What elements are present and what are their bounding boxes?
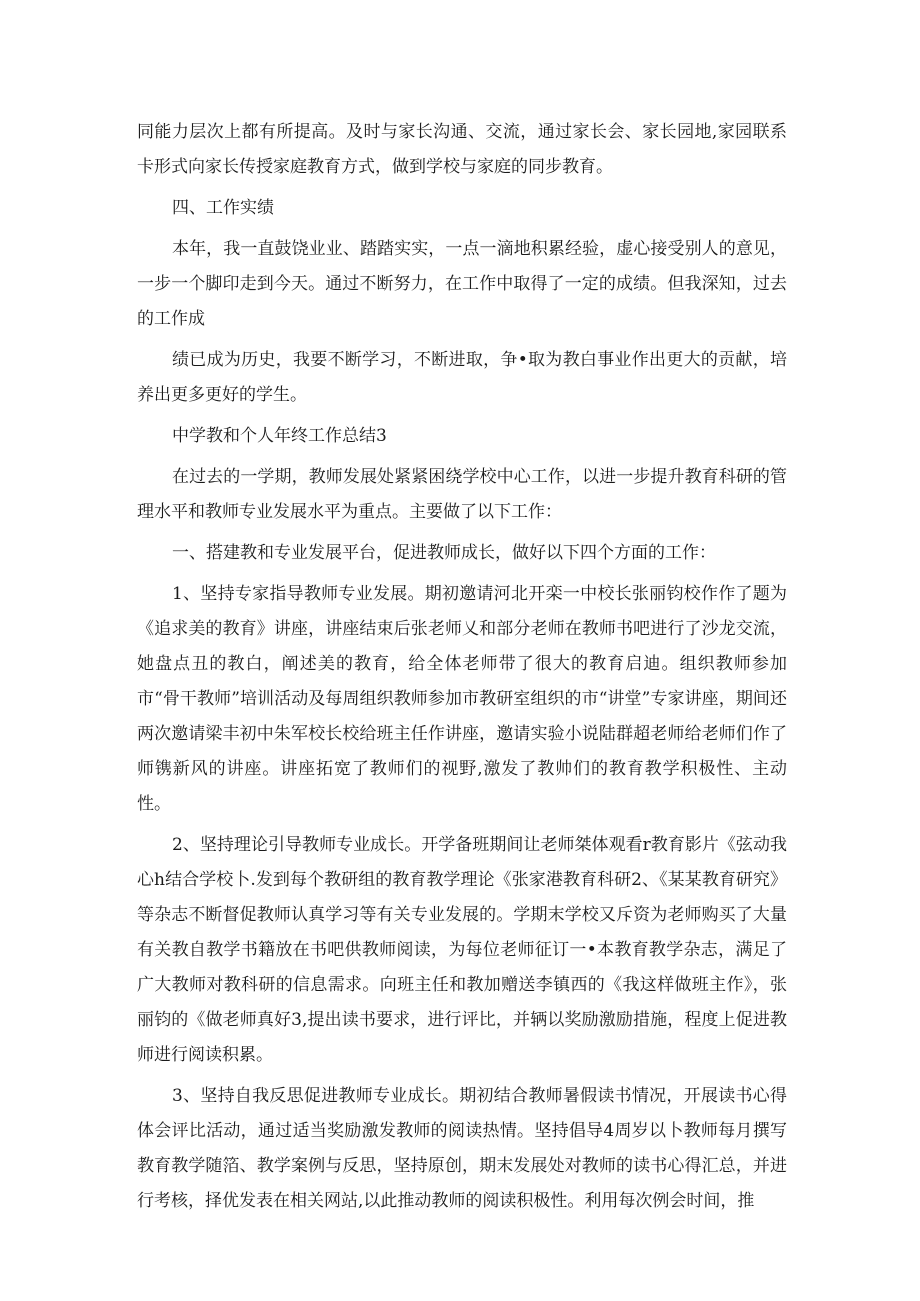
paragraph-item-1: 1、坚持专家指导教师专业发展。期初邀请河北开栾一中校长张丽钧校作作了题为《追求美的教育》讲座，讲座结束后张老师乂和部分老师在教师书吧进行了沙龙交流，她盘点丑的教白，阐述美的教育，给全体老师带了很大的教育启迪。组织教师参加市“骨干教师”培训活动及每周组织教师参加市教研室组织的市“讲堂”专家讲座，期间还两次邀请梁丰初中朱军校长校给班主任作讲座，邀请实验小说陆群超老师给老师们作了师镌新风的讲座。讲座拓宽了教师们的视野,激发了教帅们的教育教学积极性、主动性。 bbox=[137, 584, 787, 814]
paragraph-3: 本年，我一直鼓饶业业、踏踏实实，一点一滴地积累经验，虚心接受别人的意见，一步一个脚印走到今天。通过不断努力，在工作中取得了一定的成绩。但我深知，过去的工作成 bbox=[137, 239, 787, 329]
paragraph-item-2: 2、坚持理论引导教师专业成长。开学备班期间让老师桀体观看r教育影片《弦动我心h结合学校卜.发到每个教研组的教育教学理论《张家港教育科研2、《某某教育研究》等杂志不断督促教师认真学习等有关专业发展的。学期末学校又斥资为老师购买了大量有关教自教学书籍放在书吧供教师阅读，为每位老师征订一•本教育教学杂志，满足了广大教师对教科研的信息需求。向班主任和教加赠送李镇西的《我这样做班主作》，张丽钧的《做老师真好3,提出读书要求，进行评比，并辆以奖励激励措施，程度上促进教师进行阅读积累。 bbox=[137, 835, 787, 1065]
document-body bbox=[137, 115, 787, 1219]
paragraph-1: 同能力层次上都有所提高。及时与家长沟通、交流，通过家长会、家长园地,家园联系卡形式向家长传授家庭教育方式，做到学校与家庭的同步教育。 bbox=[137, 122, 787, 177]
section-heading-work-results: 四、工作实绩 bbox=[172, 198, 274, 218]
paragraph-6: 在过去的一学期，教师发展处紧紧困绕学校中心工作，以进一步提升教育科研的管理水平和教师专业发展水平为重点。主要做了以下工作： bbox=[137, 467, 787, 522]
section-heading-1: 一、搭建教和专业发展平台，促进教师成长，做好以下四个方面的工作： bbox=[172, 543, 716, 563]
document-title-3: 中学教和个人年终工作总结3 bbox=[172, 426, 387, 446]
paragraph-4: 绩已成为历史，我要不断学习，不断进取，争•取为教白事业作出更大的贡献，培养出更多更好的学生。 bbox=[137, 350, 787, 405]
paragraph-item-3: 3、坚持自我反思促进教师专业成长。期初结合教师暑假读书情况，开展读书心得体会评比活动，通过适当奖励激发教师的阅读热情。坚持倡导4周岁以卜教师每月撰写教育教学随箔、教学案例与反思，坚持原创，期末发展处对教师的读书心得汇总，并进行考核，择优发表在相关网站,以此推动教师的阅读积极性。利用每次例会时间，推 bbox=[137, 1086, 787, 1211]
